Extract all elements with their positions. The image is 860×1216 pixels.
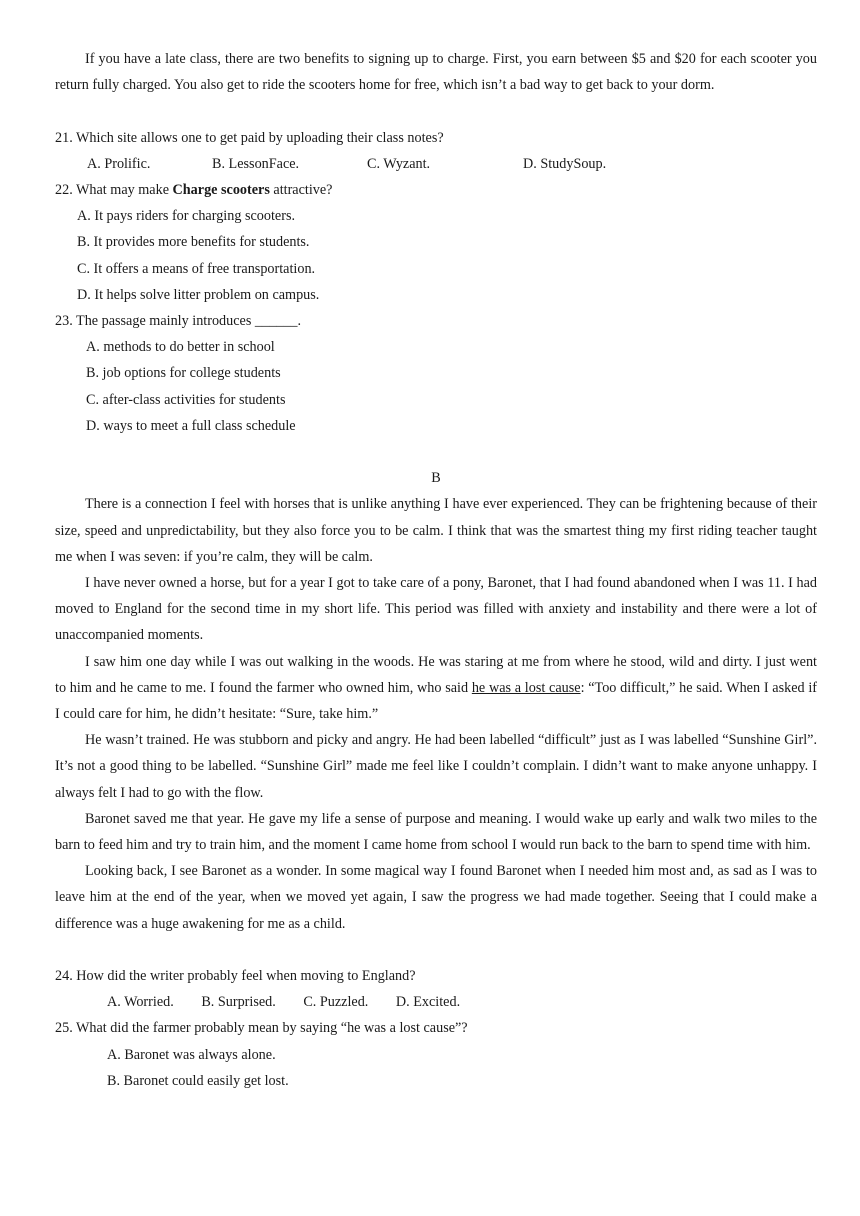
question-21-option-d: D. StudySoup. [523,155,607,172]
question-25-option-b: B. Baronet could easily get lost. [107,1072,289,1089]
spacer [55,98,817,124]
question-24-options [55,989,817,1015]
underlined-phrase: he was a lost cause [471,679,581,696]
section-b-paragraph-1: There is a connection I feel with horses that is unlike anything I have ever experienced. They can be frightening because of their size, speed and unpredictability, but they also force you to be calm. I think that was the smartest thing my first riding teacher taught me when I was seven: if you’re calm, they will be calm. [55,496,817,565]
question-24-option-b: B. Surprised. [201,994,276,1011]
spacer [55,937,817,963]
question-22-option-b: B. It provides more benefits for students. [77,234,310,251]
question-24-option-a: A. Worried. [107,994,174,1011]
question-23-stem: 23. The passage mainly introduces ______. [55,313,302,330]
question-22-stem-end: attractive? [269,182,333,198]
question-21-option-c: C. Wyzant. [367,155,431,172]
paragraph-3-text-start: I saw him one day while I was out walking in the woods. He was staring at me from where he stood, wild and dirty. I just went to him and he came to me. I found the farmer who owned him, who said [55,653,817,696]
paragraph-3-text-end: : “Too difficult,” he said. When I asked if I could care for him, he didn’t hesitate: “Sure, take him.” [55,679,817,723]
spacer [55,439,817,465]
question-22-stem-bold: Charge scooters [172,182,270,198]
section-b-heading: B [431,470,441,487]
document-page [55,46,817,1094]
section-b-paragraph-4: He wasn’t trained. He was stubborn and picky and angry. He had been labelled “difficult” just as I was labelled “Sunshine Girl”. It’s not a good thing to be labelled. “Sunshine Girl” made me feel like I couldn’t complain. I didn’t want to make anyone unhappy. I always felt I had to go with the flow. [55,732,817,801]
question-24-option-d: D. Excited. [395,994,461,1011]
question-23-option-a: A. methods to do better in school [86,339,275,356]
question-22-option-d: D. It helps solve litter problem on campus. [77,286,320,303]
question-24-option-c: C. Puzzled. [303,994,369,1011]
passage-a-final-paragraph: If you have a late class, there are two benefits to signing up to charge. First, you earn between $5 and $20 for each scooter you return fully charged. You also get to ride the scooters home for free, which isn’t a bad way to get back to your dorm. [55,51,817,94]
question-24-stem: 24. How did the writer probably feel when moving to England? [55,968,416,985]
question-22-stem [55,177,817,203]
question-25-stem: 25. What did the farmer probably mean by saying “he was a lost cause”? [55,1020,468,1037]
question-22-option-a: A. It pays riders for charging scooters. [77,208,296,225]
question-21-option-a: A. Prolific. [87,155,151,172]
question-23-option-b: B. job options for college students [86,365,281,382]
section-b-paragraph-5: Baronet saved me that year. He gave my life a sense of purpose and meaning. I would wake up early and walk two miles to the barn to feed him and try to train him, and the moment I came home from school I would run back to the barn to spend time with him. [55,810,817,854]
question-22-option-c: C. It offers a means of free transportation. [77,260,316,277]
section-b-paragraph-6: Looking back, I see Baronet as a wonder. In some magical way I found Baronet when I needed him most and, as sad as I was to leave him at the end of the year, when we moved yet again, I saw the progress we had made together. Seeing that I could make a difference was a huge awakening for me as a child. [55,863,817,932]
question-23-option-c: C. after-class activities for students [86,391,286,408]
section-b-paragraph-2: I have never owned a horse, but for a year I got to take care of a pony, Baronet, that I had found abandoned when I was 11. I had moved to England for the second time in my short life. This period was filled with anxiety and instability and there were a lot of unaccompanied moments. [55,575,817,644]
question-25-option-a: A. Baronet was always alone. [107,1046,276,1063]
question-23-option-d: D. ways to meet a full class schedule [86,417,296,434]
question-21-options [55,151,817,177]
question-21-stem: 21. Which site allows one to get paid by uploading their class notes? [55,129,444,146]
question-21-option-b: B. LessonFace. [212,155,300,172]
question-22-stem-start: 22. What may make [55,182,173,198]
section-b-paragraph-3 [55,649,817,728]
